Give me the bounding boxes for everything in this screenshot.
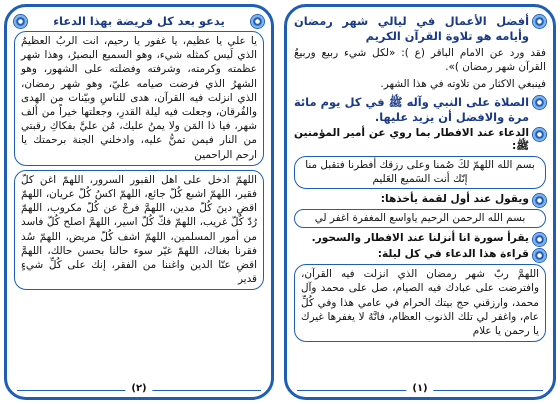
heading-quran-recitation [294, 14, 546, 44]
flower-bullet-icon [533, 249, 546, 262]
iftar-dua-text: بسم الله اللهمّ لكَ صُمنا وعلى رزقك أفطرنا فتقبل منا إنّك أنت السَميع العَليم [305, 158, 535, 185]
heading-after-prayer-dua [14, 14, 264, 29]
page-two [4, 4, 274, 400]
hadith-text: فقد ورد عن الامام الباقر (ع ): «لكل شيء ربيع وربيعُ القرآن شهر رمضان )». [294, 47, 546, 74]
after-prayer-dua-box [14, 31, 264, 166]
page-one-content [294, 13, 546, 379]
flower-bullet-icon [251, 15, 264, 28]
general-dua-text: اللهمّ ادخل على اهل القبور السرور، اللهمّ اغن كلّ فقير، اللهمّ اشبع كُلّ جائع، اللهمّ اكسُ كُلّ عريان، اللهمّ اقضِ دينَ كُلّ مدين، اللهمَّ فرجْ عن كُلّ مكروب، اللهمّ رُدّ كُلّ غريب، اللهمّ فكّ كُلّ اسير، اللهمَّ اصلح كُلّ فاسد من أمور المسلمين، اللهمّ اشف كُلّ مريض، اللهمّ سُد فقرنا بغناك، اللهمّ غيّر سوء حالنا بحسن حالك، اللهمَّ اقضِ عنّا الدين واغننا من الفقر، إنك على كُلِّ شيءٍ قدير [21, 173, 257, 286]
after-prayer-dua-text: يا علي يا عظيم، يا غفور يا رحيم، انت الربُ العظيمُ الذي لَيس كمثله شيء، وهو السميع البصيرُ، وهذا شهر عظمته وكرمته، وشرفته وفضلته على الشهور، وهو الشهرُ الذي فرضت صيامه عليّ، وهو شهر رمضان، الذي انزلت فيه القرآن، هدى للناسِ وبيّنات من الهدى والفُرقان، وجعلت فيه ليلة القدرِ، وجعلتها خيراً من ألف شهر، فيا ذا المَن ولا يمنُ عليك، مُن عليَّ بفكاكِ رقبتي من النار فيمن تمنُّ عليه، وادخلني الجنة برحمتك يا ارحم الراحمين [21, 35, 257, 161]
heading-text: يقرأ سورة انا أنزلنا عند الافطار والسحور. [311, 232, 529, 245]
flower-bullet-icon [533, 15, 546, 28]
flower-bullet-icon [533, 233, 546, 246]
page-one [284, 4, 556, 400]
heading-text: الدعاء عند الافطار بما روي عن أمير المؤمنين ﷺ: [294, 126, 529, 153]
general-dua-box [14, 170, 264, 291]
heading-text: يدعو بعد كل فريضة بهذا الدعاء [53, 14, 225, 28]
flower-bullet-icon [533, 194, 546, 207]
heading-text: ويقول عند أول لقمة يأخذها: [380, 193, 529, 206]
page-number: (٢) [125, 383, 152, 394]
advice-text: فينبغي الاكثار من تلاوته في هذا الشهر. [380, 78, 546, 91]
page-two-content [14, 13, 264, 379]
flower-bullet-icon [14, 15, 27, 28]
iftar-dua-box [294, 156, 546, 189]
heading-nightly-dua [294, 248, 546, 262]
heading-text: قراءة هذا الدعاء في كل ليلة: [377, 248, 529, 261]
heading-text: الصلاة على النبي وآله ﷺ في كل يوم مائة مرة والافضل أن يزيد عليها. [294, 94, 529, 124]
heading-iftar-dua [294, 127, 546, 154]
heading-text: أفضل الأعمال في ليالي شهر رمضان وأيامه هو تلاوة القرآن الكريم [294, 14, 529, 43]
page-number: (١) [406, 383, 433, 394]
nightly-dua-text: اللهمَّ ربّ شهر رمضان الذي انزلت فيه القرآن، وافترضت على عبادك فيه الصيام، صل على محمد وآل محمد، وارزقني حج بيتك الحرام في عامي هذا وفي كُلِّ عام، واغفر لي تلك الذنوب العظام، فانَّهُ لا يغفرها غيرك يا رحمن يا علام [301, 268, 539, 338]
heading-first-bite [294, 193, 546, 207]
first-bite-dua-text: بسم الله الرحمن الرحيم ياواسع المغفرة اغفر لي [314, 212, 526, 225]
flower-bullet-icon [533, 96, 546, 109]
heading-surah-qadr [294, 232, 546, 246]
flower-bullet-icon [533, 128, 546, 141]
first-bite-dua-box [294, 209, 546, 228]
heading-salawat [294, 95, 546, 125]
nightly-dua-box [294, 264, 546, 342]
